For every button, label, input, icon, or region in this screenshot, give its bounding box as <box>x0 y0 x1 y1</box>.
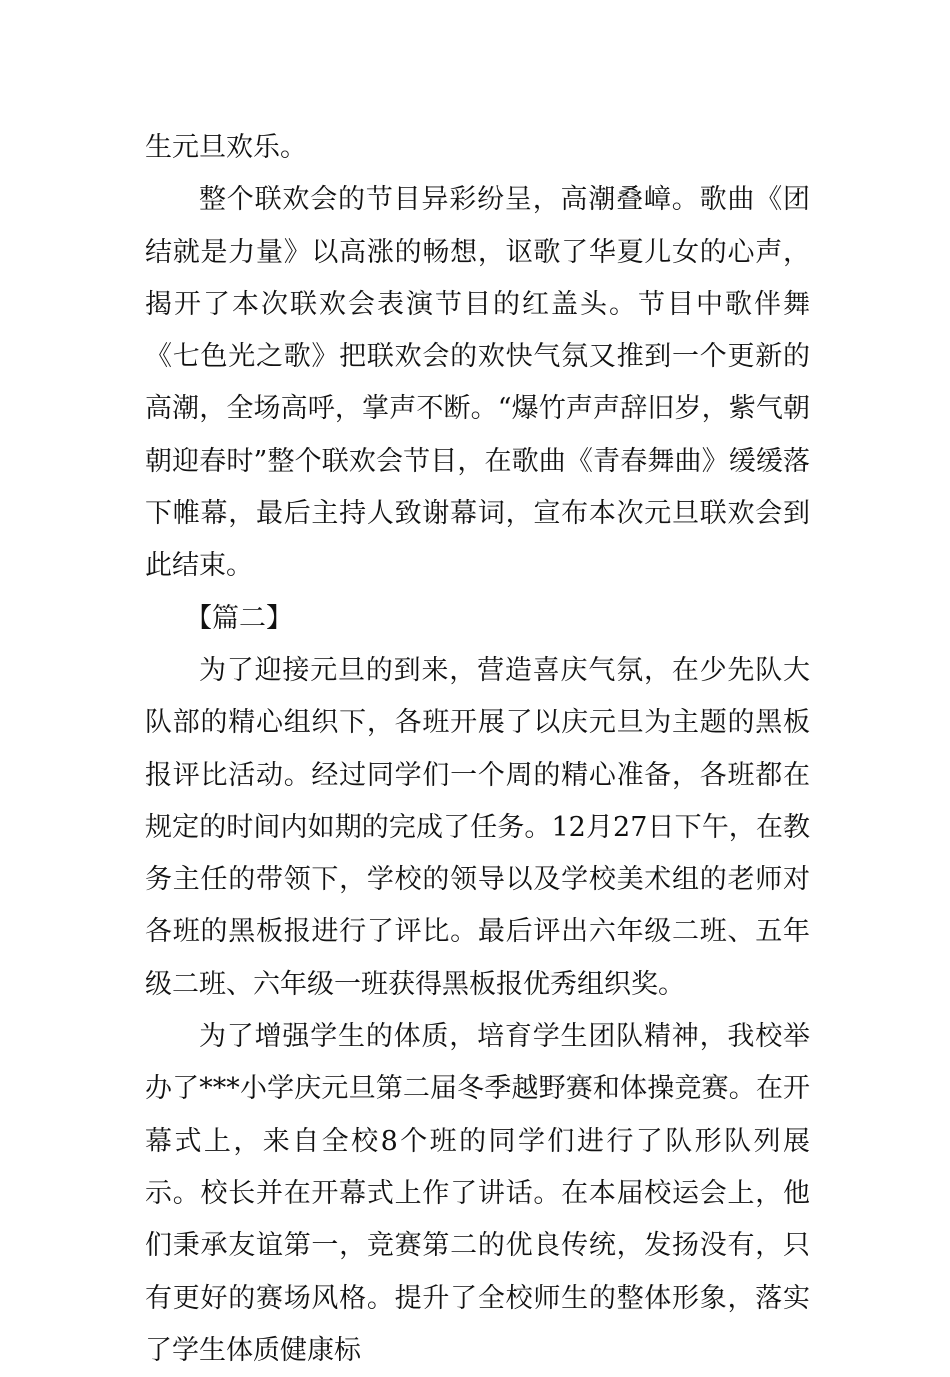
paragraph-party-program: 整个联欢会的节目异彩纷呈，高潮叠嶂。歌曲《团结就是力量》以高涨的畅想，讴歌了华夏儿女的心声，揭开了本次联欢会表演节目的红盖头。节目中歌伴舞《七色光之歌》把联欢会的欢快气氛又推到一个更新的高潮，全场高呼，掌声不断。“爆竹声声辞旧岁，紫气朝朝迎春时”整个联欢会节目，在歌曲《青春舞曲》缓缓落下帷幕，最后主持人致谢幕词，宣布本次元旦联欢会到此结束。 <box>145 184 810 582</box>
paragraph-blackboard-contest: 为了迎接元旦的到来，营造喜庆气氛，在少先队大队部的精心组织下，各班开展了以庆元旦为主题的黑板报评比活动。经过同学们一个周的精心准备，各班都在规定的时间内如期的完成了任务。12月27日下午，在教务主任的带领下，学校的领导以及学校美术组的老师对各班的黑板报进行了评比。最后评出六年级二班、五年级二班、六年级一班获得黑板报优秀组织奖。 <box>145 654 810 1000</box>
paragraph-sports-meet: 为了增强学生的体质，培育学生团队精神，我校举办了***小学庆元旦第二届冬季越野赛和体操竞赛。在开幕式上，来自全校8个班的同学们进行了队形队列展示。校长并在开幕式上作了讲话。在本届校运会上，他们秉承友谊第一，竞赛第二的优良传统，发扬没有，只有更好的赛场风格。提升了全校师生的整体形象，落实了学生体质健康标 <box>145 1021 810 1366</box>
section-heading: 【篇二】 <box>185 602 293 634</box>
document-body <box>145 122 810 1377</box>
paragraph-continuation: 生元旦欢乐。 <box>145 132 307 163</box>
